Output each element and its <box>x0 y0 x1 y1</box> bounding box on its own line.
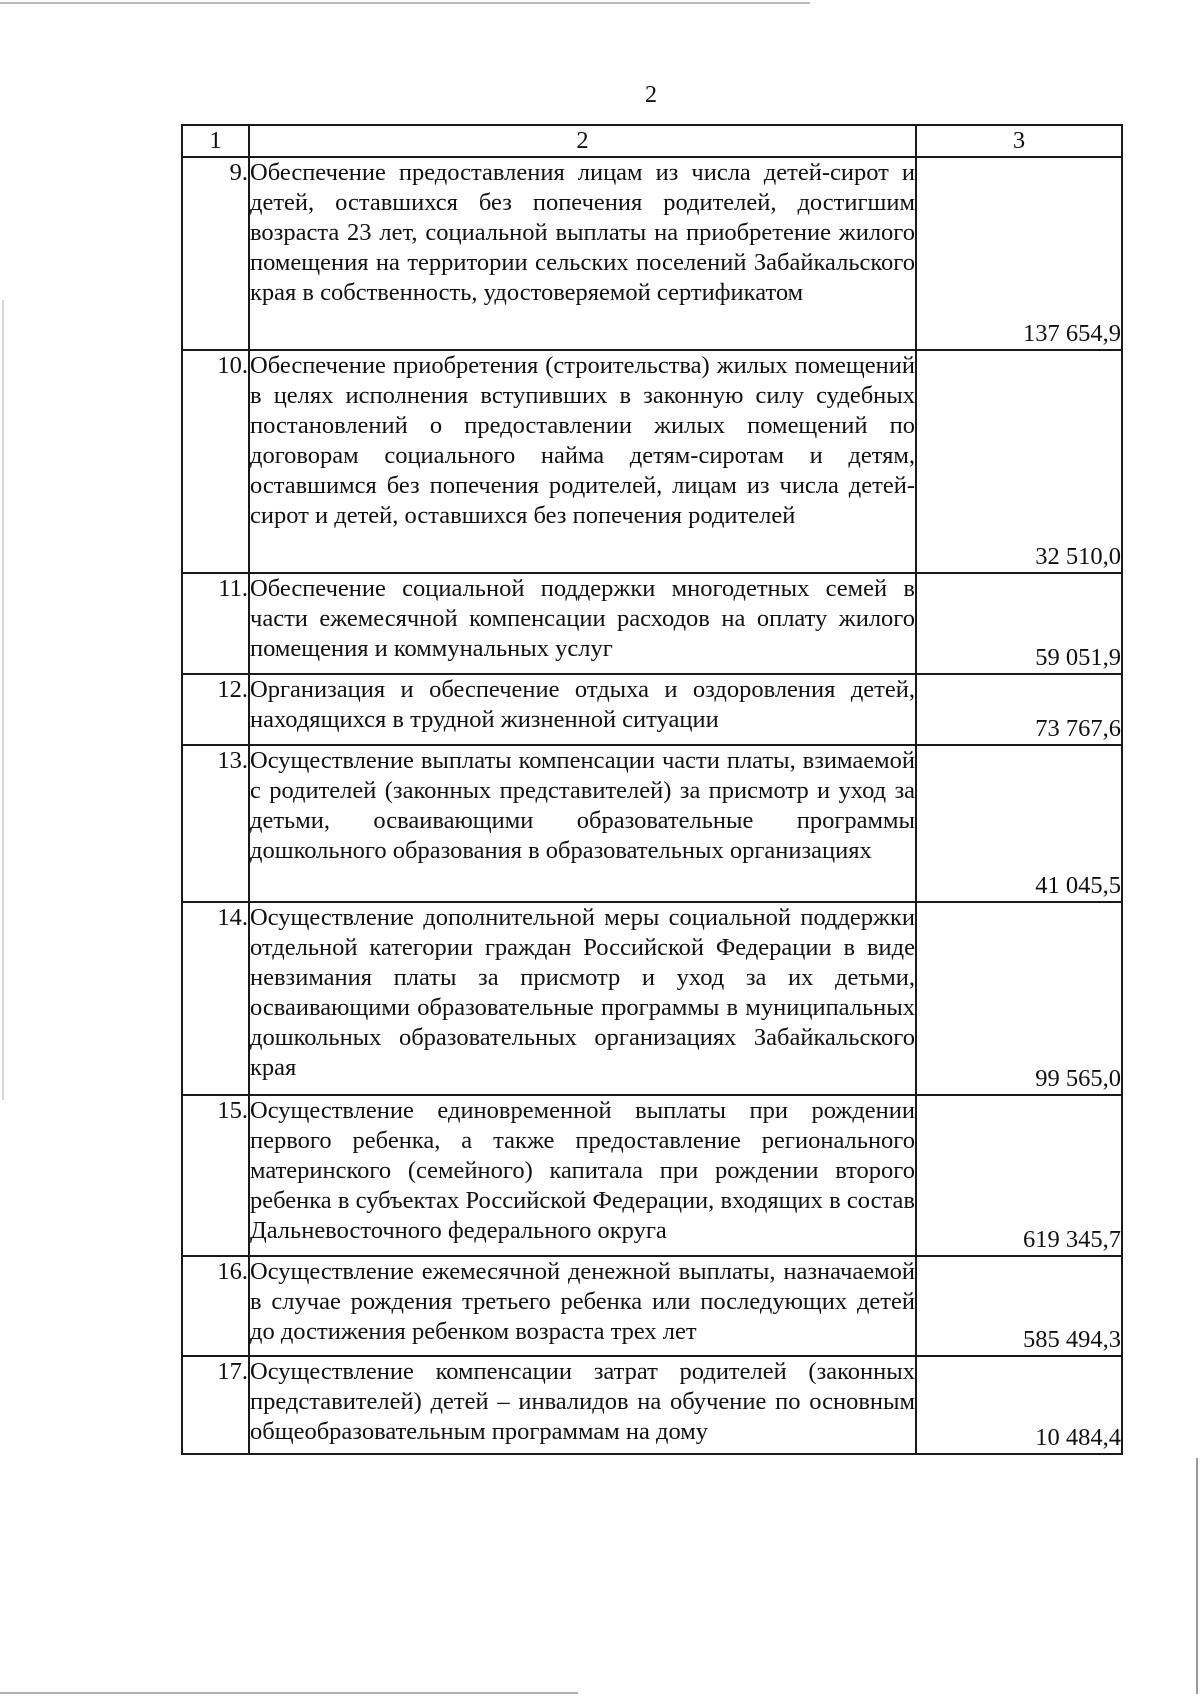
row-amount: 32 510,0 <box>916 350 1122 573</box>
row-number: 15. <box>182 1095 249 1256</box>
table-row <box>182 350 1122 573</box>
row-description: Осуществление единовременной выплаты при рождении первого ребенка, а также предоставление регионального материнского (семейного) капитала при рождении второго ребенка в субъектах Российской Федерации, входящих в состав Дальневосточного федерального округа <box>249 1095 916 1256</box>
table-row <box>182 573 1122 674</box>
row-description: Осуществление выплаты компенсации части платы, взимаемой с родителей (законных представителей) за присмотр и уход за детьми, осваивающими образовательные программы дошкольного образования в образовательных организациях <box>249 745 916 902</box>
row-amount: 73 767,6 <box>916 674 1122 745</box>
row-number: 16. <box>182 1256 249 1356</box>
scan-artifact-right-edge <box>1196 1458 1198 1694</box>
table-row <box>182 157 1122 350</box>
scan-artifact-left-edge <box>2 300 4 1100</box>
row-number: 14. <box>182 902 249 1095</box>
scan-artifact-top-line <box>0 2 810 4</box>
row-amount: 59 051,9 <box>916 573 1122 674</box>
row-amount: 41 045,5 <box>916 745 1122 902</box>
row-amount: 619 345,7 <box>916 1095 1122 1256</box>
row-description: Осуществление ежемесячной денежной выплаты, назначаемой в случае рождения третьего ребенка или последующих детей до достижения ребенком возраста трех лет <box>249 1256 916 1356</box>
row-amount: 10 484,4 <box>916 1356 1122 1454</box>
row-description: Осуществление дополнительной меры социальной поддержки отдельной категории граждан Российской Федерации в виде невзимания платы за присмотр и уход за их детьми, осваивающими образовательные программы в муниципальных дошкольных образовательных организациях Забайкальского края <box>249 902 916 1095</box>
table-row <box>182 1095 1122 1256</box>
column-header-amount: 3 <box>916 125 1122 157</box>
row-number: 9. <box>182 157 249 350</box>
row-description: Организация и обеспечение отдыха и оздоровления детей, находящихся в трудной жизненной ситуации <box>249 674 916 745</box>
table-row <box>182 674 1122 745</box>
page-number: 2 <box>645 82 657 108</box>
header-row <box>182 125 1122 157</box>
table-row <box>182 1256 1122 1356</box>
row-amount: 585 494,3 <box>916 1256 1122 1356</box>
budget-allocation-table <box>181 124 1123 1455</box>
scan-artifact-bottom-line <box>0 1692 578 1694</box>
row-number: 17. <box>182 1356 249 1454</box>
row-number: 12. <box>182 674 249 745</box>
table-row <box>182 745 1122 902</box>
row-description: Обеспечение приобретения (строительства) жилых помещений в целях исполнения вступивших в законную силу судебных постановлений о предоставлении жилых помещений по договорам социального найма детям-сиротам и детям, оставшимся без попечения родителей, лицам из числа детей-сирот и детей, оставшихся без попечения родителей <box>249 350 916 573</box>
column-header-name: 2 <box>249 125 916 157</box>
row-amount: 137 654,9 <box>916 157 1122 350</box>
row-description: Осуществление компенсации затрат родителей (законных представителей) детей – инвалидов на обучение по основным общеобразовательным программам на дому <box>249 1356 916 1454</box>
row-amount: 99 565,0 <box>916 902 1122 1095</box>
row-number: 10. <box>182 350 249 573</box>
row-description: Обеспечение предоставления лицам из числа детей-сирот и детей, оставшихся без попечения родителей, достигшим возраста 23 лет, социальной выплаты на приобретение жилого помещения на территории сельских поселений Забайкальского края в собственность, удостоверяемой сертификатом <box>249 157 916 350</box>
table-row <box>182 902 1122 1095</box>
column-header-number: 1 <box>182 125 249 157</box>
row-number: 11. <box>182 573 249 674</box>
table-row <box>182 1356 1122 1454</box>
row-description: Обеспечение социальной поддержки многодетных семей в части ежемесячной компенсации расходов на оплату жилого помещения и коммунальных услуг <box>249 573 916 674</box>
row-number: 13. <box>182 745 249 902</box>
